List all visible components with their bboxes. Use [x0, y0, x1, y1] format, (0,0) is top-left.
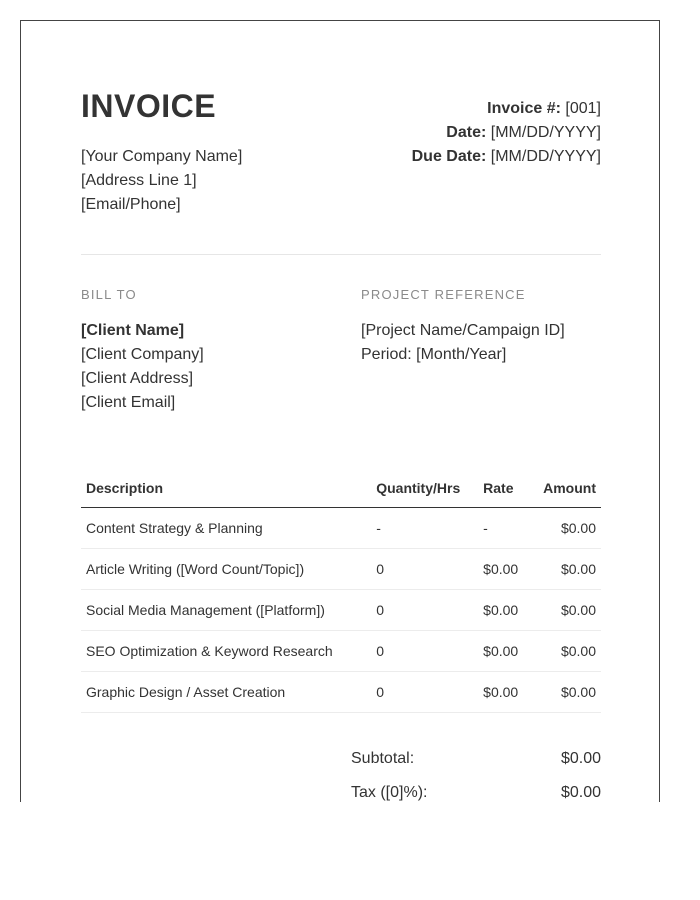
bill-to-block	[81, 319, 204, 415]
row-quantity: -	[371, 508, 478, 549]
invoice-number-row	[412, 97, 601, 121]
company-info	[81, 145, 242, 217]
invoice-sheet	[20, 20, 660, 802]
header-rate: Rate	[478, 469, 538, 508]
project-reference-block	[361, 319, 565, 367]
header-divider	[81, 254, 601, 255]
header-description: Description	[81, 469, 371, 508]
row-rate: $0.00	[478, 672, 538, 713]
company-address: [Address Line 1]	[81, 172, 197, 189]
client-company: [Client Company]	[81, 346, 204, 363]
row-amount: $0.00	[538, 508, 601, 549]
subtotal-value: $0.00	[560, 750, 601, 767]
subtotal-row	[351, 747, 601, 781]
invoice-date-row	[412, 121, 601, 145]
line-items-table	[81, 469, 601, 713]
invoice-date-value: [MM/DD/YYYY]	[490, 124, 601, 141]
row-description: Social Media Management ([Platform])	[81, 590, 371, 631]
totals-block	[351, 747, 601, 802]
company-name: [Your Company Name]	[81, 148, 243, 165]
invoice-number-value: [001]	[565, 100, 601, 117]
table-row	[81, 672, 601, 713]
row-description: SEO Optimization & Keyword Research	[81, 631, 371, 672]
due-date-label: Due Date:	[411, 148, 487, 165]
tax-label: Tax ([0]%):	[351, 784, 428, 801]
invoice-date-label: Date:	[446, 124, 487, 141]
table-row	[81, 549, 601, 590]
row-amount: $0.00	[538, 549, 601, 590]
invoice-title: INVOICE	[81, 88, 217, 124]
row-rate: -	[478, 508, 538, 549]
row-description: Graphic Design / Asset Creation	[81, 672, 371, 713]
client-address: [Client Address]	[81, 370, 194, 387]
row-amount: $0.00	[538, 631, 601, 672]
tax-row	[351, 781, 601, 802]
project-period: Period: [Month/Year]	[361, 346, 507, 363]
client-name: [Client Name]	[81, 322, 185, 339]
row-description: Article Writing ([Word Count/Topic])	[81, 549, 371, 590]
due-date-row	[412, 145, 601, 169]
row-quantity: 0	[371, 590, 478, 631]
invoice-meta	[412, 97, 601, 169]
invoice-number-label: Invoice #:	[487, 100, 561, 117]
row-rate: $0.00	[478, 549, 538, 590]
due-date-value: [MM/DD/YYYY]	[490, 148, 601, 165]
client-email: [Client Email]	[81, 394, 176, 411]
bill-to-label: BILL TO	[81, 287, 137, 302]
header-amount: Amount	[538, 469, 601, 508]
subtotal-label: Subtotal:	[351, 750, 415, 767]
project-name: [Project Name/Campaign ID]	[361, 322, 565, 339]
table-row	[81, 590, 601, 631]
row-quantity: 0	[371, 549, 478, 590]
row-quantity: 0	[371, 631, 478, 672]
row-quantity: 0	[371, 672, 478, 713]
row-rate: $0.00	[478, 590, 538, 631]
row-amount: $0.00	[538, 590, 601, 631]
table-header-row	[81, 469, 601, 508]
row-description: Content Strategy & Planning	[81, 508, 371, 549]
project-reference-label: PROJECT REFERENCE	[361, 287, 526, 302]
table-row	[81, 508, 601, 549]
row-amount: $0.00	[538, 672, 601, 713]
table-row	[81, 631, 601, 672]
header-quantity: Quantity/Hrs	[371, 469, 478, 508]
tax-value: $0.00	[560, 784, 601, 801]
row-rate: $0.00	[478, 631, 538, 672]
company-contact: [Email/Phone]	[81, 196, 181, 213]
